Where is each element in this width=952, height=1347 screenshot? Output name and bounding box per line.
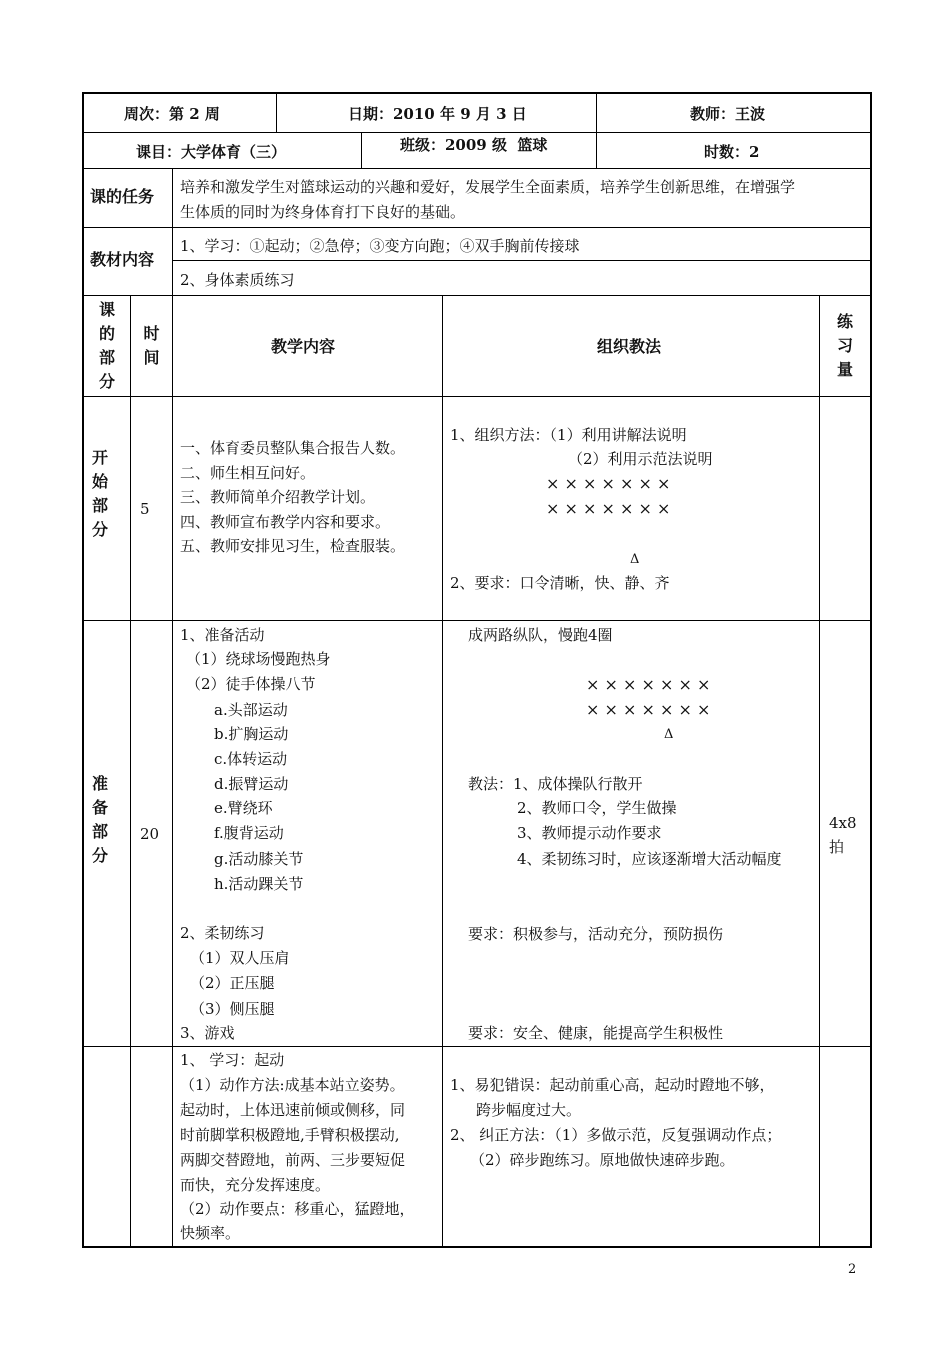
- prep-content-line: h.活动踝关节: [214, 875, 304, 893]
- prep-content-line: a.头部运动: [214, 701, 288, 719]
- col-divider: [819, 295, 820, 1247]
- prep-formation-row-1: × × × × × × ×: [586, 675, 711, 694]
- col-divider: [361, 132, 362, 168]
- task-line-1: 培养和激发学生对篮球运动的兴趣和爱好，发展学生全面素质，培养学生创新思维，在增强学: [180, 178, 796, 196]
- start-time: 5: [140, 500, 150, 518]
- hours-cell: 时数：2: [704, 143, 760, 161]
- basic-content-line: 时前脚掌积极蹬地,手臂积极摆动,: [180, 1126, 400, 1144]
- col-header-part-char: 部: [98, 348, 115, 367]
- start-content-line: 二、师生相互问好。: [180, 463, 316, 482]
- teacher-cell: 教师：王波: [690, 105, 766, 123]
- col-divider: [276, 92, 277, 132]
- table-border-bottom: [82, 1246, 871, 1248]
- col-header-part: [84, 298, 130, 394]
- col-header-method: 组织教法: [597, 337, 662, 356]
- prep-requirement-2: 要求：安全、健康，能提高学生积极性: [468, 1024, 724, 1042]
- task-label: 课的任务: [90, 187, 155, 206]
- row-divider: [82, 168, 871, 169]
- basic-content-line: 起动时，上体迅速前倾或侧移，同: [180, 1101, 406, 1119]
- start-part-char: 始: [91, 472, 108, 491]
- col-divider: [172, 168, 173, 295]
- prep-content-line: （3）侧压腿: [190, 1000, 275, 1018]
- col-divider: [596, 92, 597, 168]
- prep-method-4: 4、柔韧练习时，应该逐渐增大活动幅度: [517, 850, 782, 868]
- start-content: [180, 436, 405, 559]
- page-number: 2: [848, 1262, 857, 1277]
- date-cell: 日期：2010 年 9 月 3 日: [348, 105, 527, 123]
- basic-content-line: （2）动作要点：移重心，猛蹬地，: [180, 1200, 415, 1218]
- prep-time: 20: [140, 825, 160, 843]
- prep-content-line: g.活动膝关节: [214, 850, 304, 868]
- col-header-amount: [820, 310, 870, 382]
- week-cell: 周次：第 2 周: [124, 105, 220, 123]
- start-content-line: 四、教师宣布教学内容和要求。: [180, 512, 391, 531]
- col-divider: [442, 295, 443, 1247]
- table-border-top: [82, 92, 871, 94]
- prep-amount-2: 拍: [829, 838, 845, 856]
- row-divider: [82, 295, 871, 296]
- row-divider: [82, 1046, 871, 1047]
- basic-method-line: 2、 纠正方法：（1）多做示范，反复强调动作点；: [450, 1126, 782, 1144]
- prep-content-line: 3、游戏: [180, 1024, 235, 1042]
- table-border-left: [82, 92, 84, 1248]
- basic-content-line: 快频率。: [180, 1224, 241, 1242]
- start-part-char: 分: [91, 520, 108, 539]
- course-cell: 课目：大学体育（三）: [136, 143, 287, 161]
- prep-part-char: 部: [91, 822, 108, 841]
- start-formation-row-2: × × × × × × ×: [546, 499, 671, 518]
- basic-method-line: 跨步幅度过大。: [476, 1101, 582, 1119]
- start-content-line: 三、教师简单介绍教学计划。: [180, 488, 376, 507]
- prep-content-line: （2）正压腿: [190, 974, 275, 992]
- row-divider: [82, 396, 871, 397]
- prep-method-2: 2、教师口令，学生做操: [517, 799, 677, 817]
- row-divider: [82, 227, 871, 228]
- prep-content-line: d.振臂运动: [214, 775, 289, 793]
- start-part-char: 开: [91, 448, 108, 467]
- basic-content-line: （1）动作方法:成基本站立姿势。: [180, 1076, 405, 1094]
- prep-amount-1: 4x8: [829, 814, 857, 832]
- col-header-time: [131, 322, 172, 370]
- prep-content-line: e.臂绕环: [214, 799, 273, 817]
- prep-teacher-mark: Δ: [664, 727, 674, 742]
- basic-content-line: 而快，充分发挥速度。: [180, 1176, 331, 1194]
- task-line-2: 生体质的同时为终身体育打下良好的基础。: [180, 203, 466, 221]
- prep-content-line: 1、准备活动: [180, 626, 265, 644]
- start-content-line: 五、教师安排见习生，检查服装。: [180, 537, 406, 556]
- start-part-char: 部: [91, 496, 108, 515]
- prep-content-line: （1）双人压肩: [190, 949, 290, 967]
- prep-part-char: 分: [91, 846, 108, 865]
- col-divider: [172, 295, 173, 1247]
- prep-content-line: （1）绕球场慢跑热身: [186, 650, 331, 668]
- col-header-time-char: 间: [143, 348, 160, 367]
- basic-method-line: （2）碎步跑练习。原地做快速碎步跑。: [470, 1151, 735, 1169]
- start-formation-row-1: × × × × × × ×: [546, 474, 671, 493]
- material-label: 教材内容: [90, 250, 155, 269]
- basic-content-line: 两脚交替蹬地，前两、三步要短促: [180, 1151, 406, 1169]
- basic-method-line: 1、易犯错误：起动前重心高，起动时蹬地不够，: [450, 1076, 775, 1094]
- start-teacher-mark: Δ: [630, 552, 640, 567]
- prep-formation-row-2: × × × × × × ×: [586, 700, 711, 719]
- prep-part-char: 备: [91, 798, 108, 817]
- material-item-2: 2、身体素质练习: [180, 271, 295, 289]
- col-divider: [130, 295, 131, 1247]
- prep-part-label: [84, 772, 116, 868]
- prep-content-line: （2）徒手体操八节: [186, 675, 316, 693]
- start-org-1: 1、组织方法：（1）利用讲解法说明: [450, 426, 687, 444]
- prep-content-line: c.体转运动: [214, 750, 288, 768]
- class-cell: 班级：2009 级 篮球: [400, 136, 548, 154]
- prep-content-line: b.扩胸运动: [214, 725, 289, 743]
- material-item-1: 1、学习：①起动；②急停；③变方向跑；④双手胸前传接球: [180, 237, 580, 255]
- row-divider: [82, 620, 871, 621]
- col-header-amount-char: 量: [836, 360, 853, 379]
- start-part-label: [84, 446, 116, 542]
- basic-content-line: 1、 学习：起动: [180, 1051, 285, 1069]
- prep-run: 成两路纵队，慢跑4圈: [468, 626, 613, 644]
- col-header-part-char: 课: [98, 300, 115, 319]
- start-org-2: （2）利用示范法说明: [568, 450, 713, 468]
- row-divider: [172, 260, 871, 261]
- col-header-part-char: 分: [98, 372, 115, 391]
- start-requirement: 2、要求：口令清晰，快、静、齐: [450, 574, 670, 592]
- col-header-amount-char: 习: [836, 336, 853, 355]
- table-border-right: [870, 92, 872, 1248]
- prep-requirement-1: 要求：积极参与，活动充分，预防损伤: [468, 925, 724, 943]
- col-header-content: 教学内容: [271, 337, 336, 356]
- prep-content-line: f.腹背运动: [214, 824, 284, 842]
- start-content-line: 一、体育委员整队集合报告人数。: [180, 439, 406, 457]
- prep-method-1: 教法：1、成体操队行散开: [468, 775, 643, 793]
- prep-content-line: 2、柔韧练习: [180, 924, 265, 942]
- prep-method-3: 3、教师提示动作要求: [517, 824, 662, 842]
- prep-part-char: 准: [91, 774, 108, 793]
- col-header-part-char: 的: [98, 324, 115, 343]
- col-header-time-char: 时: [143, 324, 160, 343]
- col-header-amount-char: 练: [836, 312, 853, 331]
